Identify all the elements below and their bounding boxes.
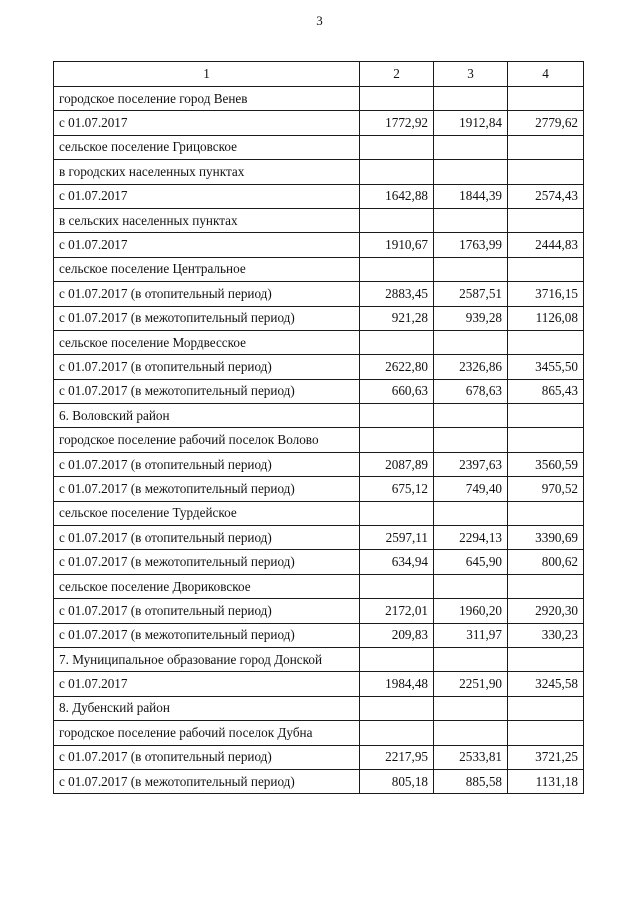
table-row — [54, 647, 584, 671]
table-row — [54, 379, 584, 403]
tariff-table-body — [54, 62, 584, 794]
row-label: 7. Муниципальное образование город Донской — [54, 647, 360, 671]
table-row — [54, 111, 584, 135]
value-cell-col2: 921,28 — [360, 306, 434, 330]
value-cell-col4: 3245,58 — [508, 672, 584, 696]
value-cell-col2 — [360, 87, 434, 111]
value-cell-col3: 2251,90 — [434, 672, 508, 696]
value-cell-col3: 2294,13 — [434, 526, 508, 550]
table-row — [54, 355, 584, 379]
row-label: с 01.07.2017 — [54, 184, 360, 208]
table-row — [54, 550, 584, 574]
value-cell-col2: 660,63 — [360, 379, 434, 403]
value-cell-col4 — [508, 428, 584, 452]
value-cell-col3: 678,63 — [434, 379, 508, 403]
row-label: с 01.07.2017 — [54, 111, 360, 135]
table-row — [54, 574, 584, 598]
value-cell-col3 — [434, 87, 508, 111]
row-label: с 01.07.2017 (в отопительный период) — [54, 282, 360, 306]
value-cell-col2: 634,94 — [360, 550, 434, 574]
value-cell-col2 — [360, 404, 434, 428]
row-label: сельское поселение Мордвесское — [54, 330, 360, 354]
value-cell-col2: 2087,89 — [360, 452, 434, 476]
value-cell-col2 — [360, 160, 434, 184]
row-label: с 01.07.2017 — [54, 233, 360, 257]
value-cell-col4 — [508, 160, 584, 184]
table-row — [54, 501, 584, 525]
value-cell-col4 — [508, 647, 584, 671]
value-cell-col3 — [434, 428, 508, 452]
value-cell-col4 — [508, 501, 584, 525]
table-row — [54, 208, 584, 232]
table-row — [54, 306, 584, 330]
value-cell-col2: 1984,48 — [360, 672, 434, 696]
table-row — [54, 696, 584, 720]
table-row — [54, 745, 584, 769]
value-cell-col4 — [508, 208, 584, 232]
value-cell-col3: 2587,51 — [434, 282, 508, 306]
value-cell-col4: 865,43 — [508, 379, 584, 403]
row-label: сельское поселение Турдейское — [54, 501, 360, 525]
value-cell-col2: 1910,67 — [360, 233, 434, 257]
row-label: с 01.07.2017 (в отопительный период) — [54, 355, 360, 379]
row-label: городское поселение рабочий поселок Дубна — [54, 721, 360, 745]
value-cell-col4: 2779,62 — [508, 111, 584, 135]
value-cell-col4: 2444,83 — [508, 233, 584, 257]
row-label: с 01.07.2017 (в отопительный период) — [54, 452, 360, 476]
value-cell-col2 — [360, 647, 434, 671]
value-cell-col3 — [434, 330, 508, 354]
row-label: сельское поселение Грицовское — [54, 135, 360, 159]
table-row — [54, 526, 584, 550]
row-label: с 01.07.2017 (в межотопительный период) — [54, 769, 360, 793]
value-cell-col4: 3455,50 — [508, 355, 584, 379]
value-cell-col2 — [360, 574, 434, 598]
column-header: 2 — [360, 62, 434, 87]
value-cell-col2 — [360, 721, 434, 745]
row-label: сельское поселение Центральное — [54, 257, 360, 281]
value-cell-col3 — [434, 257, 508, 281]
value-cell-col2: 2597,11 — [360, 526, 434, 550]
value-cell-col4: 3721,25 — [508, 745, 584, 769]
value-cell-col2 — [360, 428, 434, 452]
table-row — [54, 428, 584, 452]
row-label: 8. Дубенский район — [54, 696, 360, 720]
row-label: с 01.07.2017 (в межотопительный период) — [54, 477, 360, 501]
value-cell-col2 — [360, 208, 434, 232]
value-cell-col2: 2622,80 — [360, 355, 434, 379]
row-label: в сельских населенных пунктах — [54, 208, 360, 232]
value-cell-col3 — [434, 404, 508, 428]
table-row — [54, 233, 584, 257]
value-cell-col3 — [434, 574, 508, 598]
value-cell-col2: 805,18 — [360, 769, 434, 793]
value-cell-col4 — [508, 135, 584, 159]
row-label: с 01.07.2017 — [54, 672, 360, 696]
value-cell-col3: 939,28 — [434, 306, 508, 330]
value-cell-col3: 311,97 — [434, 623, 508, 647]
table-row — [54, 477, 584, 501]
table-row — [54, 599, 584, 623]
row-label: с 01.07.2017 (в отопительный период) — [54, 599, 360, 623]
value-cell-col2: 1772,92 — [360, 111, 434, 135]
value-cell-col4: 800,62 — [508, 550, 584, 574]
value-cell-col2: 2883,45 — [360, 282, 434, 306]
value-cell-col3 — [434, 696, 508, 720]
value-cell-col3: 749,40 — [434, 477, 508, 501]
column-header: 4 — [508, 62, 584, 87]
row-label: в городских населенных пунктах — [54, 160, 360, 184]
value-cell-col4 — [508, 330, 584, 354]
value-cell-col2 — [360, 257, 434, 281]
value-cell-col4: 1126,08 — [508, 306, 584, 330]
value-cell-col2: 1642,88 — [360, 184, 434, 208]
value-cell-col4: 1131,18 — [508, 769, 584, 793]
table-row — [54, 87, 584, 111]
value-cell-col4 — [508, 721, 584, 745]
value-cell-col2: 2172,01 — [360, 599, 434, 623]
value-cell-col4: 330,23 — [508, 623, 584, 647]
value-cell-col2 — [360, 696, 434, 720]
value-cell-col3 — [434, 647, 508, 671]
value-cell-col3: 645,90 — [434, 550, 508, 574]
value-cell-col2: 2217,95 — [360, 745, 434, 769]
value-cell-col4 — [508, 574, 584, 598]
value-cell-col2: 675,12 — [360, 477, 434, 501]
page-number: 3 — [316, 13, 323, 28]
value-cell-col4: 970,52 — [508, 477, 584, 501]
value-cell-col4: 3390,69 — [508, 526, 584, 550]
table-row — [54, 257, 584, 281]
value-cell-col4: 3716,15 — [508, 282, 584, 306]
value-cell-col3 — [434, 721, 508, 745]
table-row — [54, 672, 584, 696]
table-row — [54, 721, 584, 745]
value-cell-col4: 2574,43 — [508, 184, 584, 208]
value-cell-col4 — [508, 87, 584, 111]
row-label: с 01.07.2017 (в отопительный период) — [54, 526, 360, 550]
value-cell-col2 — [360, 135, 434, 159]
value-cell-col3: 2533,81 — [434, 745, 508, 769]
row-label: с 01.07.2017 (в межотопительный период) — [54, 623, 360, 647]
value-cell-col3 — [434, 160, 508, 184]
value-cell-col3: 2397,63 — [434, 452, 508, 476]
row-label: с 01.07.2017 (в межотопительный период) — [54, 379, 360, 403]
table-row — [54, 282, 584, 306]
value-cell-col3: 1960,20 — [434, 599, 508, 623]
table-row — [54, 184, 584, 208]
value-cell-col3 — [434, 135, 508, 159]
value-cell-col3 — [434, 501, 508, 525]
column-header: 1 — [54, 62, 360, 87]
column-header: 3 — [434, 62, 508, 87]
row-label: 6. Воловский район — [54, 404, 360, 428]
row-label: с 01.07.2017 (в отопительный период) — [54, 745, 360, 769]
value-cell-col2 — [360, 501, 434, 525]
table-row — [54, 404, 584, 428]
table-row — [54, 330, 584, 354]
value-cell-col3: 1912,84 — [434, 111, 508, 135]
value-cell-col4 — [508, 696, 584, 720]
value-cell-col2 — [360, 330, 434, 354]
tariff-table — [53, 61, 584, 794]
value-cell-col4 — [508, 404, 584, 428]
value-cell-col3: 1763,99 — [434, 233, 508, 257]
value-cell-col4: 3560,59 — [508, 452, 584, 476]
value-cell-col3: 885,58 — [434, 769, 508, 793]
table-row — [54, 135, 584, 159]
value-cell-col3 — [434, 208, 508, 232]
table-row — [54, 623, 584, 647]
row-label: сельское поселение Двориковское — [54, 574, 360, 598]
value-cell-col2: 209,83 — [360, 623, 434, 647]
table-row — [54, 160, 584, 184]
row-label: городское поселение рабочий поселок Волово — [54, 428, 360, 452]
row-label: городское поселение город Венев — [54, 87, 360, 111]
row-label: с 01.07.2017 (в межотопительный период) — [54, 306, 360, 330]
table-header-row — [54, 62, 584, 87]
value-cell-col3: 1844,39 — [434, 184, 508, 208]
value-cell-col4 — [508, 257, 584, 281]
row-label: с 01.07.2017 (в межотопительный период) — [54, 550, 360, 574]
table-row — [54, 769, 584, 793]
value-cell-col3: 2326,86 — [434, 355, 508, 379]
value-cell-col4: 2920,30 — [508, 599, 584, 623]
table-row — [54, 452, 584, 476]
